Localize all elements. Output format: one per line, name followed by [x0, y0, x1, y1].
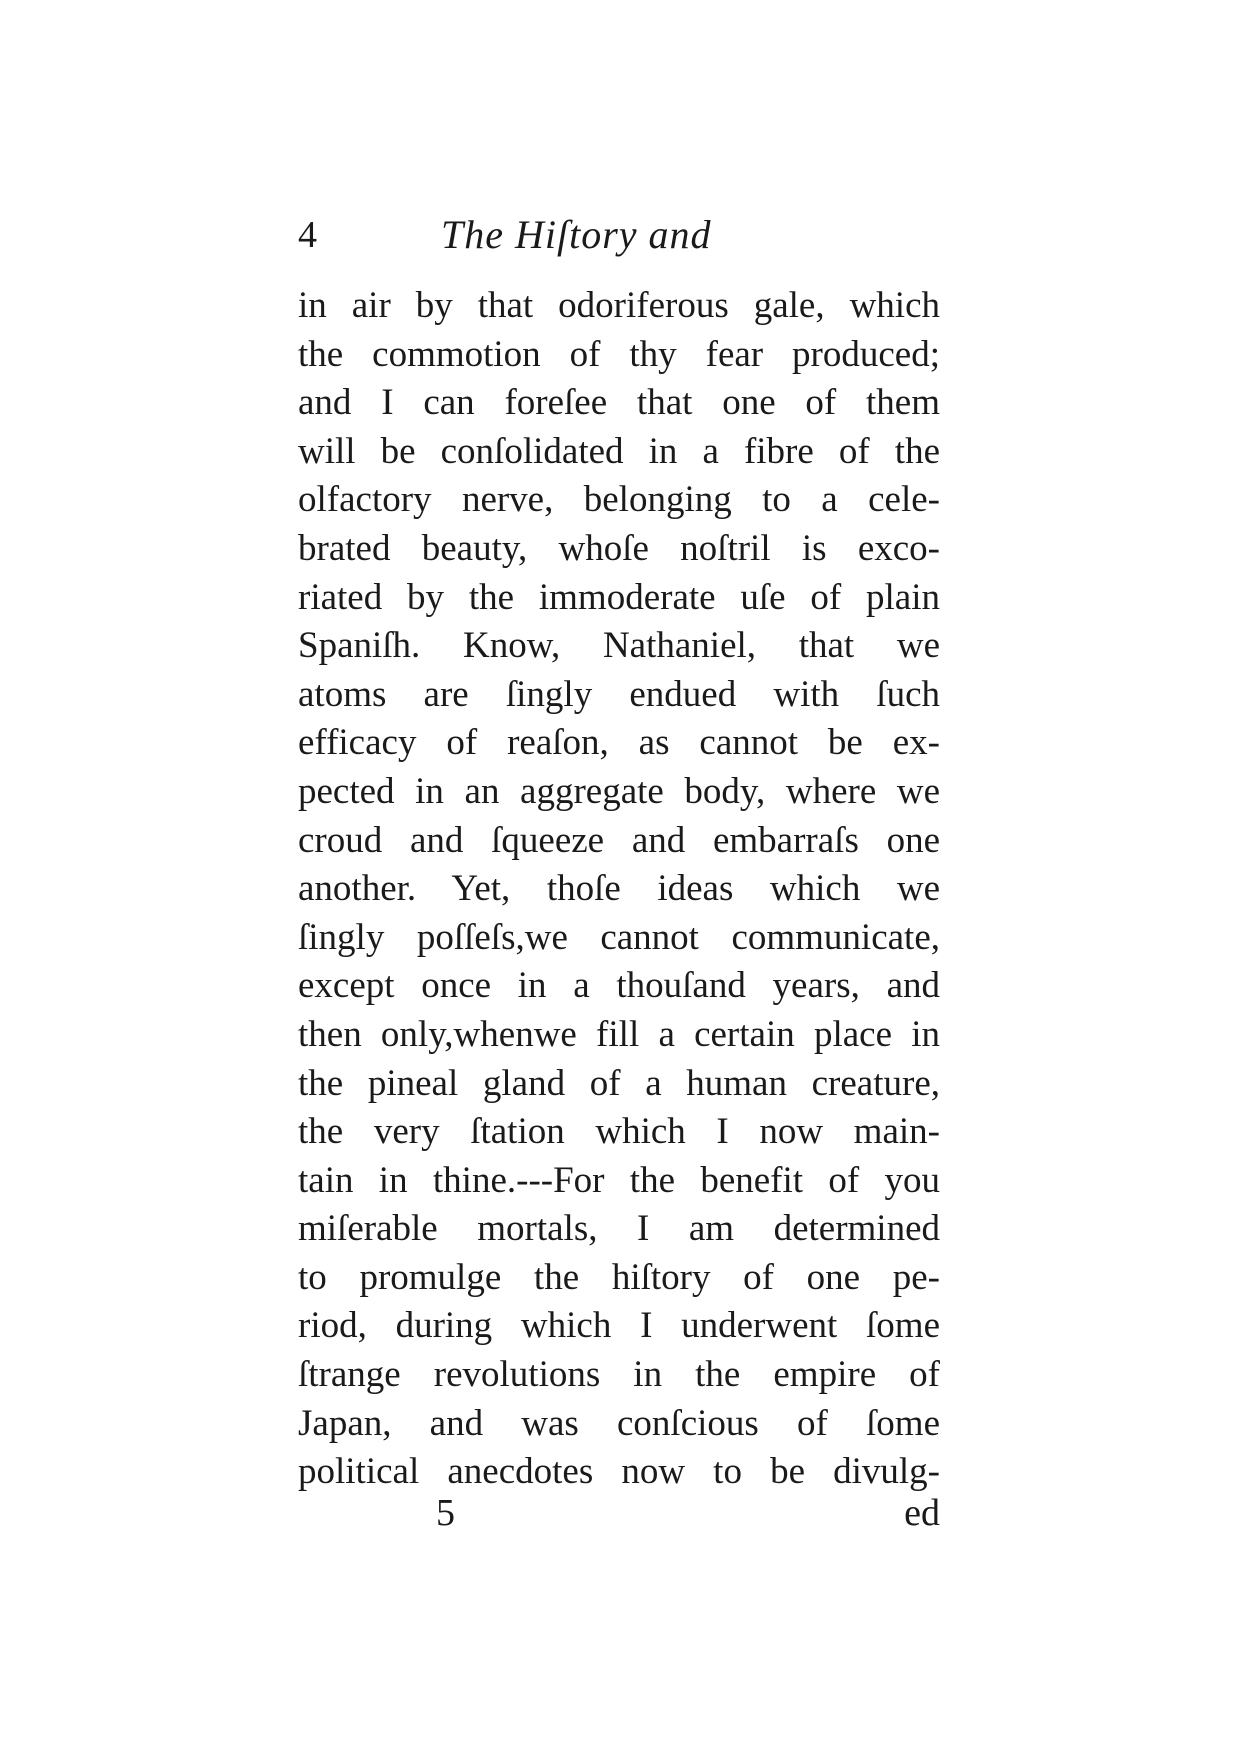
- text-line: miſerable mortals, I am determined: [298, 1208, 940, 1250]
- text-line: pected in an aggregate body, where we: [298, 770, 940, 812]
- text-line: riod, during which I underwent ſome: [298, 1305, 940, 1347]
- running-title: The Hiſtory and: [441, 212, 712, 257]
- text-line: another. Yet, thoſe ideas which we: [298, 868, 940, 910]
- text-line: the very ſtation which I now main-: [298, 1111, 940, 1153]
- text-line: riated by the immoderate uſe of plain: [298, 576, 940, 618]
- text-line: ſtrange revolutions in the empire of: [298, 1354, 940, 1396]
- text-line: the pineal gland of a human creature,: [298, 1062, 940, 1104]
- text-line: will be conſolidated in a fibre of the: [298, 430, 940, 472]
- text-line: and I can foreſee that one of them: [298, 382, 940, 424]
- text-line: the commotion of thy fear produced;: [298, 333, 940, 375]
- text-line: then only,whenwe fill a certain place in: [298, 1013, 940, 1055]
- text-line: brated beauty, whoſe noſtril is exco-: [298, 527, 940, 569]
- text-line: atoms are ſingly endued with ſuch: [298, 673, 940, 715]
- running-head: [298, 205, 938, 265]
- text-line: croud and ſqueeze and embarraſs one: [298, 819, 940, 861]
- text-line: Japan, and was conſcious of ſome: [298, 1402, 940, 1444]
- text-line: olfactory nerve, belonging to a cele-: [298, 479, 940, 521]
- text-line: efficacy of reaſon, as cannot be ex-: [298, 722, 940, 764]
- text-line: in air by that odoriferous gale, which: [298, 285, 940, 326]
- text-line: tain in thine.---For the benefit of you: [298, 1159, 940, 1201]
- page-number: 4: [298, 214, 317, 256]
- page-footer: [298, 1488, 940, 1538]
- text-line: Spaniſh. Know, Nathaniel, that we: [298, 625, 940, 667]
- text-line: political anecdotes now to be divulg-: [298, 1451, 940, 1493]
- text-line: except once in a thouſand years, and: [298, 965, 940, 1007]
- text-line: ſingly poſſeſs,we cannot communicate,: [298, 916, 940, 958]
- catchword: ed: [904, 1492, 940, 1534]
- body-text: [298, 282, 940, 1497]
- text-line: to promulge the hiſtory of one pe-: [298, 1256, 940, 1298]
- signature-mark: 5: [436, 1492, 455, 1534]
